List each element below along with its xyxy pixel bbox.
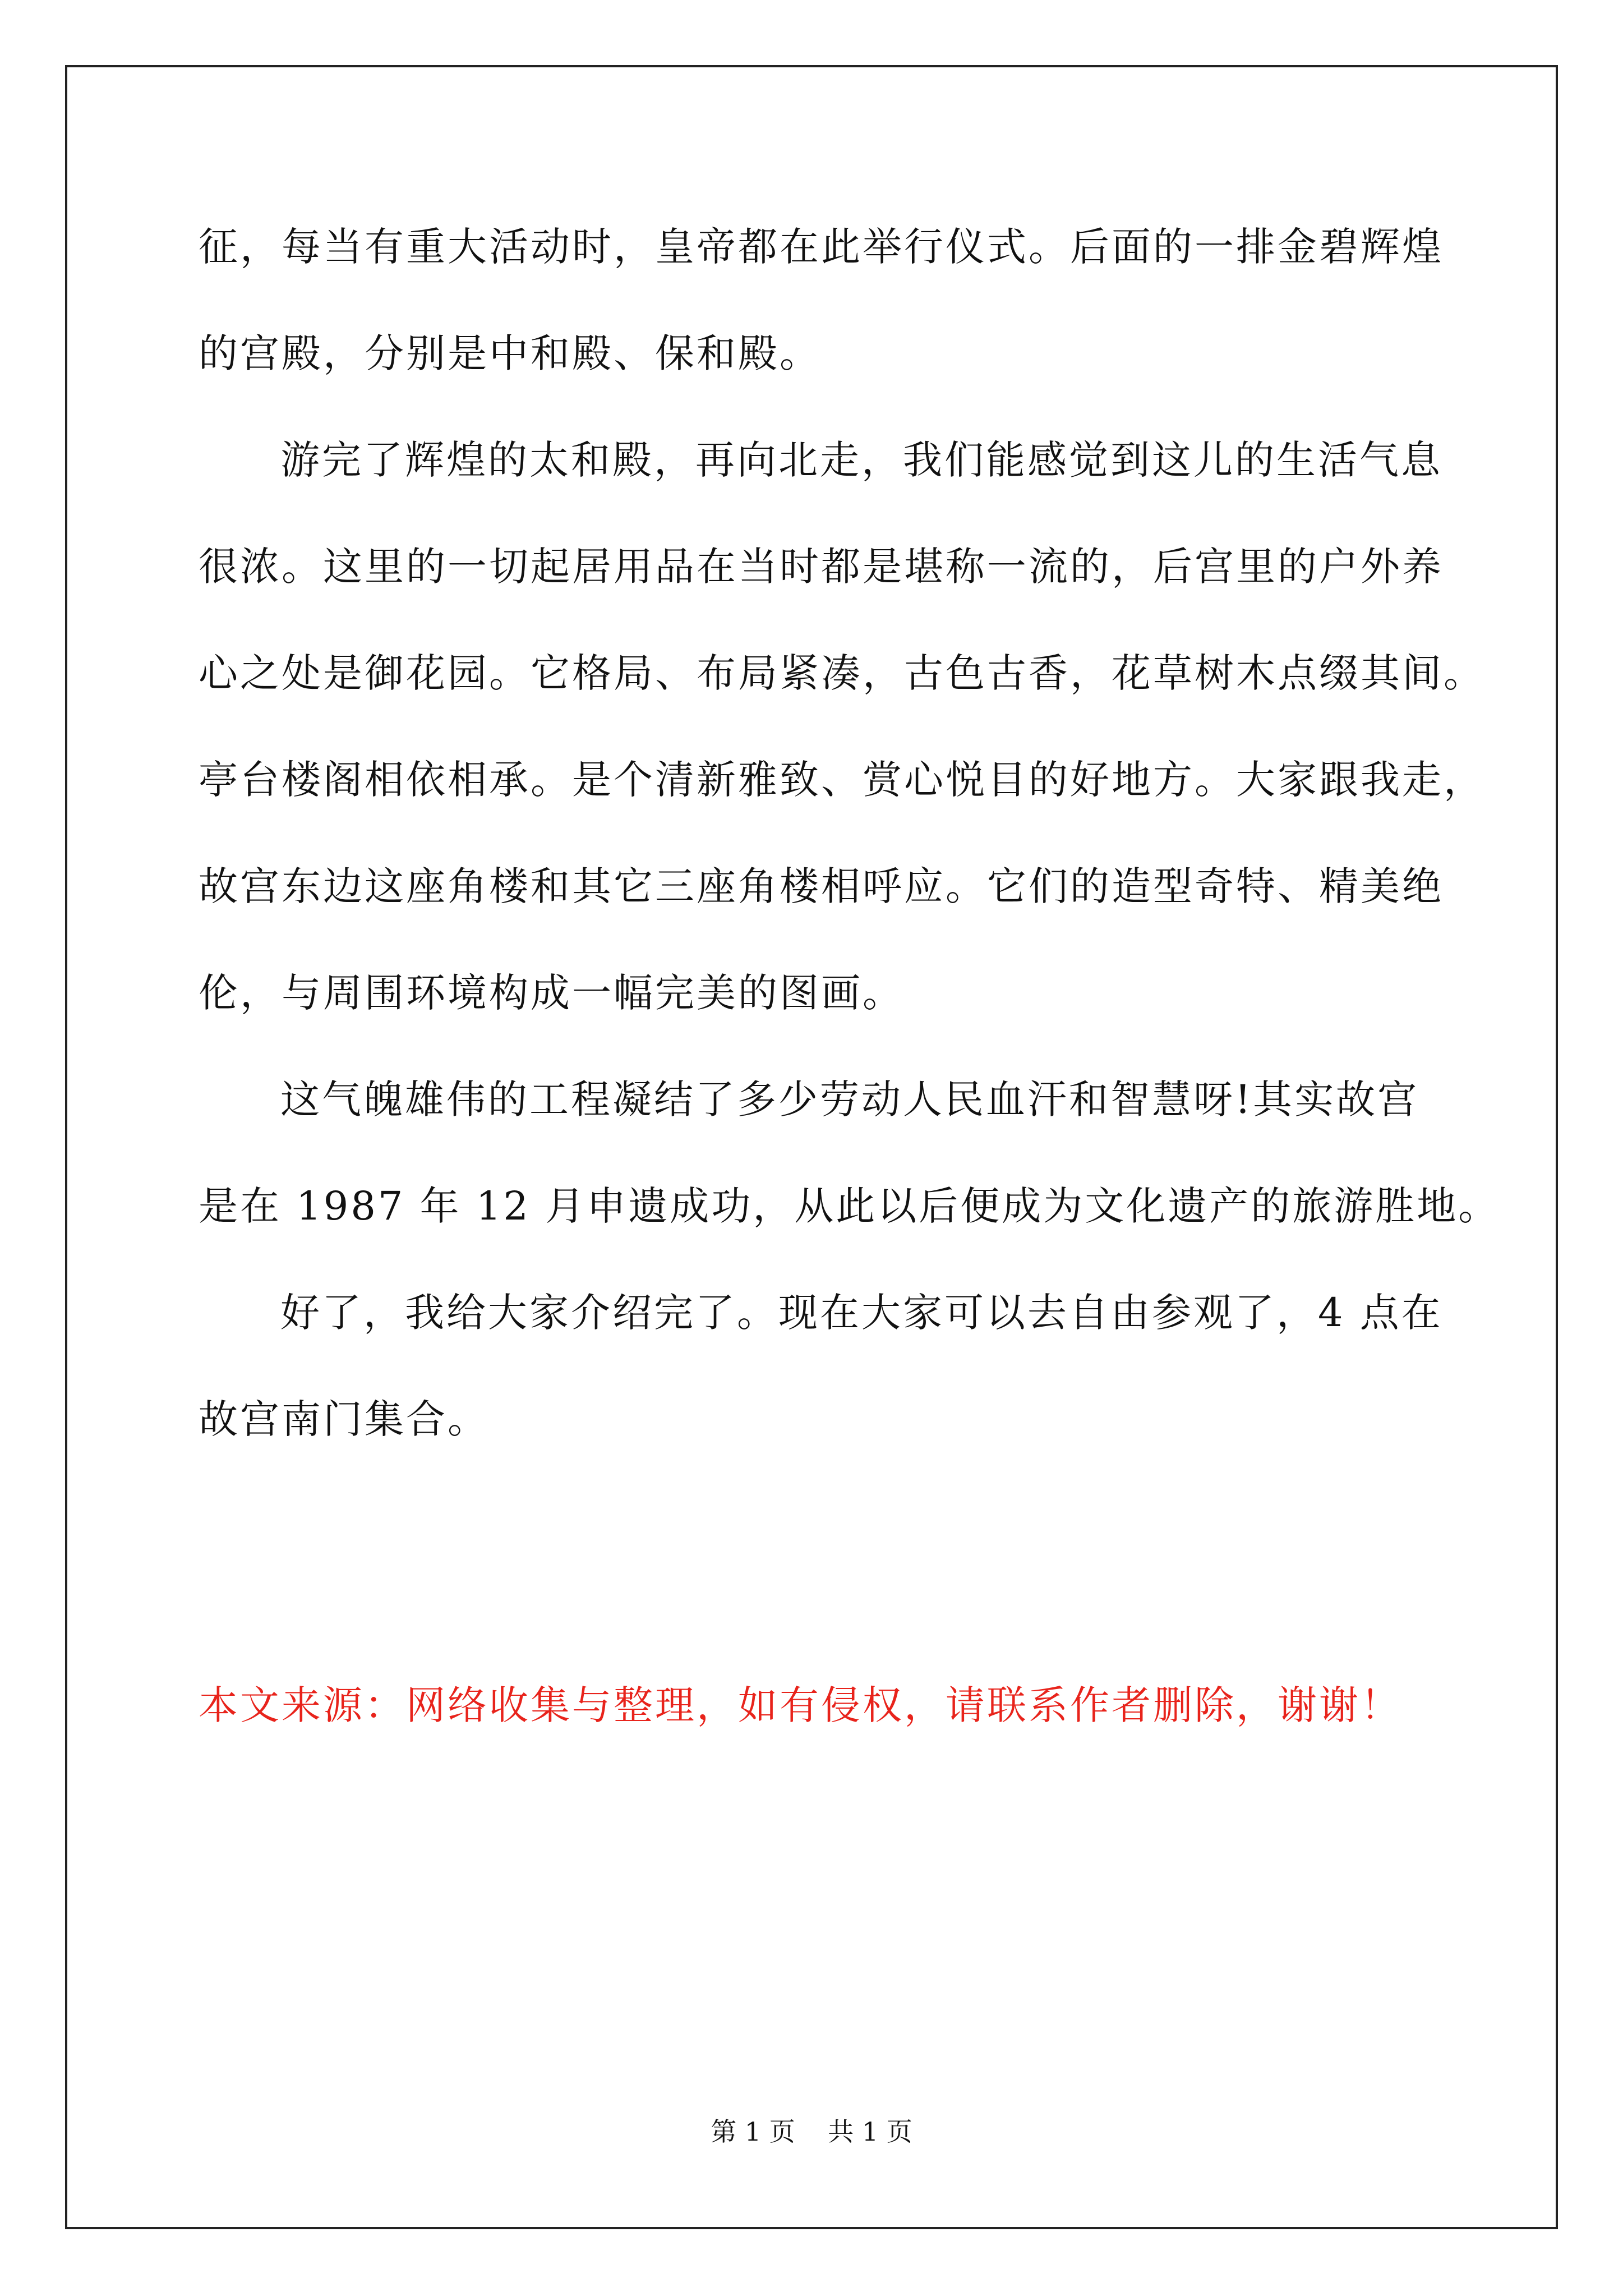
paragraph-line: 是在 1987 年 12 月申遗成功，从此以后便成为文化遗产的旅游胜地。 [199,1183,1500,1229]
paragraph-1 [199,194,1444,407]
paragraph-line: 亭台楼阁相依相承。是个清新雅致、赏心悦目的好地方。大家跟我走， [199,757,1485,803]
paragraph-2 [199,407,1485,1046]
paragraph-line: 征，每当有重大活动时，皇帝都在此举行仪式。后面的一排金碧辉煌 [199,224,1444,270]
paragraph-line: 的宫殿，分别是中和殿、保和殿。 [199,330,821,376]
paragraph-line: 故宫东边这座角楼和其它三座角楼相呼应。它们的造型奇特、精美绝 [199,863,1444,909]
paragraph-line: 心之处是御花园。它格局、布局紧凑，古色古香，花草树木点缀其间。 [199,650,1485,696]
paragraph-line: 很浓。这里的一切起居用品在当时都是堪称一流的，后宫里的户外养 [199,544,1444,590]
paragraph-line: 故宫南门集合。 [199,1396,489,1442]
paragraph-4 [199,1259,1443,1473]
paragraph-line: 伦，与周围环境构成一幅完美的图画。 [199,970,904,1016]
paragraph-line: 游完了辉煌的太和殿，再向北走，我们能感觉到这儿的生活气息 [280,437,1442,483]
paragraph-line: 好了，我给大家介绍完了。现在大家可以去自由参观了，4 点在 [280,1290,1443,1336]
paragraph-line: 这气魄雄伟的工程凝结了多少劳动人民血汗和智慧呀!其实故宫 [280,1076,1419,1122]
source-note: 本文来源：网络收集与整理，如有侵权，请联系作者删除，谢谢！ [199,1682,1402,1728]
paragraph-3 [199,1046,1500,1259]
page-footer: 第 1 页 共 1 页 [711,2116,912,2147]
